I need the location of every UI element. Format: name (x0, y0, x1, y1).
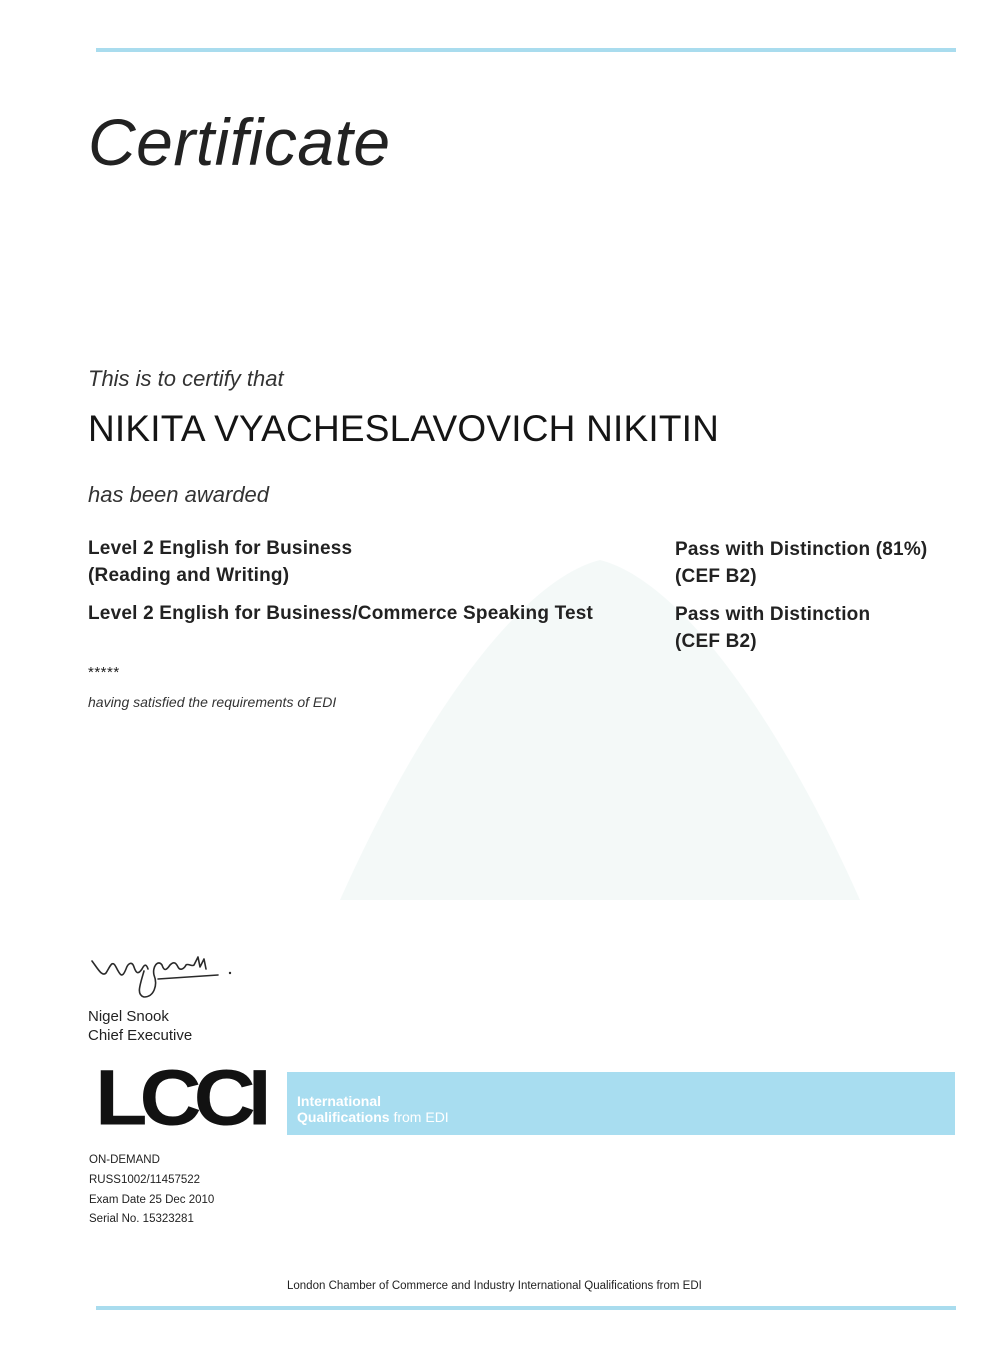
bottom-rule (96, 1306, 956, 1310)
qualification-1-result (675, 536, 927, 590)
qualification-1-subtitle: (Reading and Writing) (88, 565, 290, 586)
logo-tagline-from-edi: from EDI (393, 1109, 449, 1125)
qualification-2 (88, 600, 593, 627)
lcci-logo-mark: LCCI (95, 1053, 264, 1143)
qualification-1 (88, 535, 352, 589)
logo-tagline-line1: International (297, 1093, 382, 1109)
exam-reference: RUSS1002/11457522 (89, 1173, 201, 1186)
signature-image (88, 945, 248, 1007)
qualification-1-title: Level 2 English for Business (88, 538, 353, 559)
footer-text: London Chamber of Commerce and Industry International Qualifications from EDI (287, 1280, 702, 1292)
stars-separator: ***** (88, 664, 120, 681)
top-rule (96, 48, 956, 52)
logo-tagline-line2 (297, 1109, 449, 1125)
serial-number: Serial No. 15323281 (89, 1213, 194, 1226)
exam-date: Exam Date 25 Dec 2010 (89, 1193, 215, 1206)
qualification-2-title: Level 2 English for Business/Commerce Speaking Test (88, 603, 594, 624)
signatory-role: Chief Executive (88, 1027, 193, 1044)
signatory (88, 1007, 192, 1045)
certificate-title: Certificate (88, 105, 391, 179)
exam-mode: ON-DEMAND (89, 1154, 160, 1166)
qualification-2-result (675, 601, 870, 655)
qualification-1-cef-level: (CEF B2) (675, 566, 757, 587)
certify-statement: This is to certify that (88, 366, 284, 391)
logo-tagline (297, 1093, 449, 1125)
qualification-2-cef-level: (CEF B2) (675, 631, 757, 652)
logo-tagline-qualifications: Qualifications (297, 1109, 390, 1125)
qualification-1-grade: Pass with Distinction (81%) (675, 539, 928, 560)
recipient-name: NIKITA VYACHESLAVOVICH NIKITIN (88, 408, 720, 449)
signatory-name: Nigel Snook (88, 1008, 169, 1025)
requirements-statement: having satisfied the requirements of EDI (88, 694, 337, 710)
qualification-2-grade: Pass with Distinction (675, 604, 871, 625)
exam-details (89, 1151, 214, 1230)
awarded-statement: has been awarded (88, 482, 270, 507)
